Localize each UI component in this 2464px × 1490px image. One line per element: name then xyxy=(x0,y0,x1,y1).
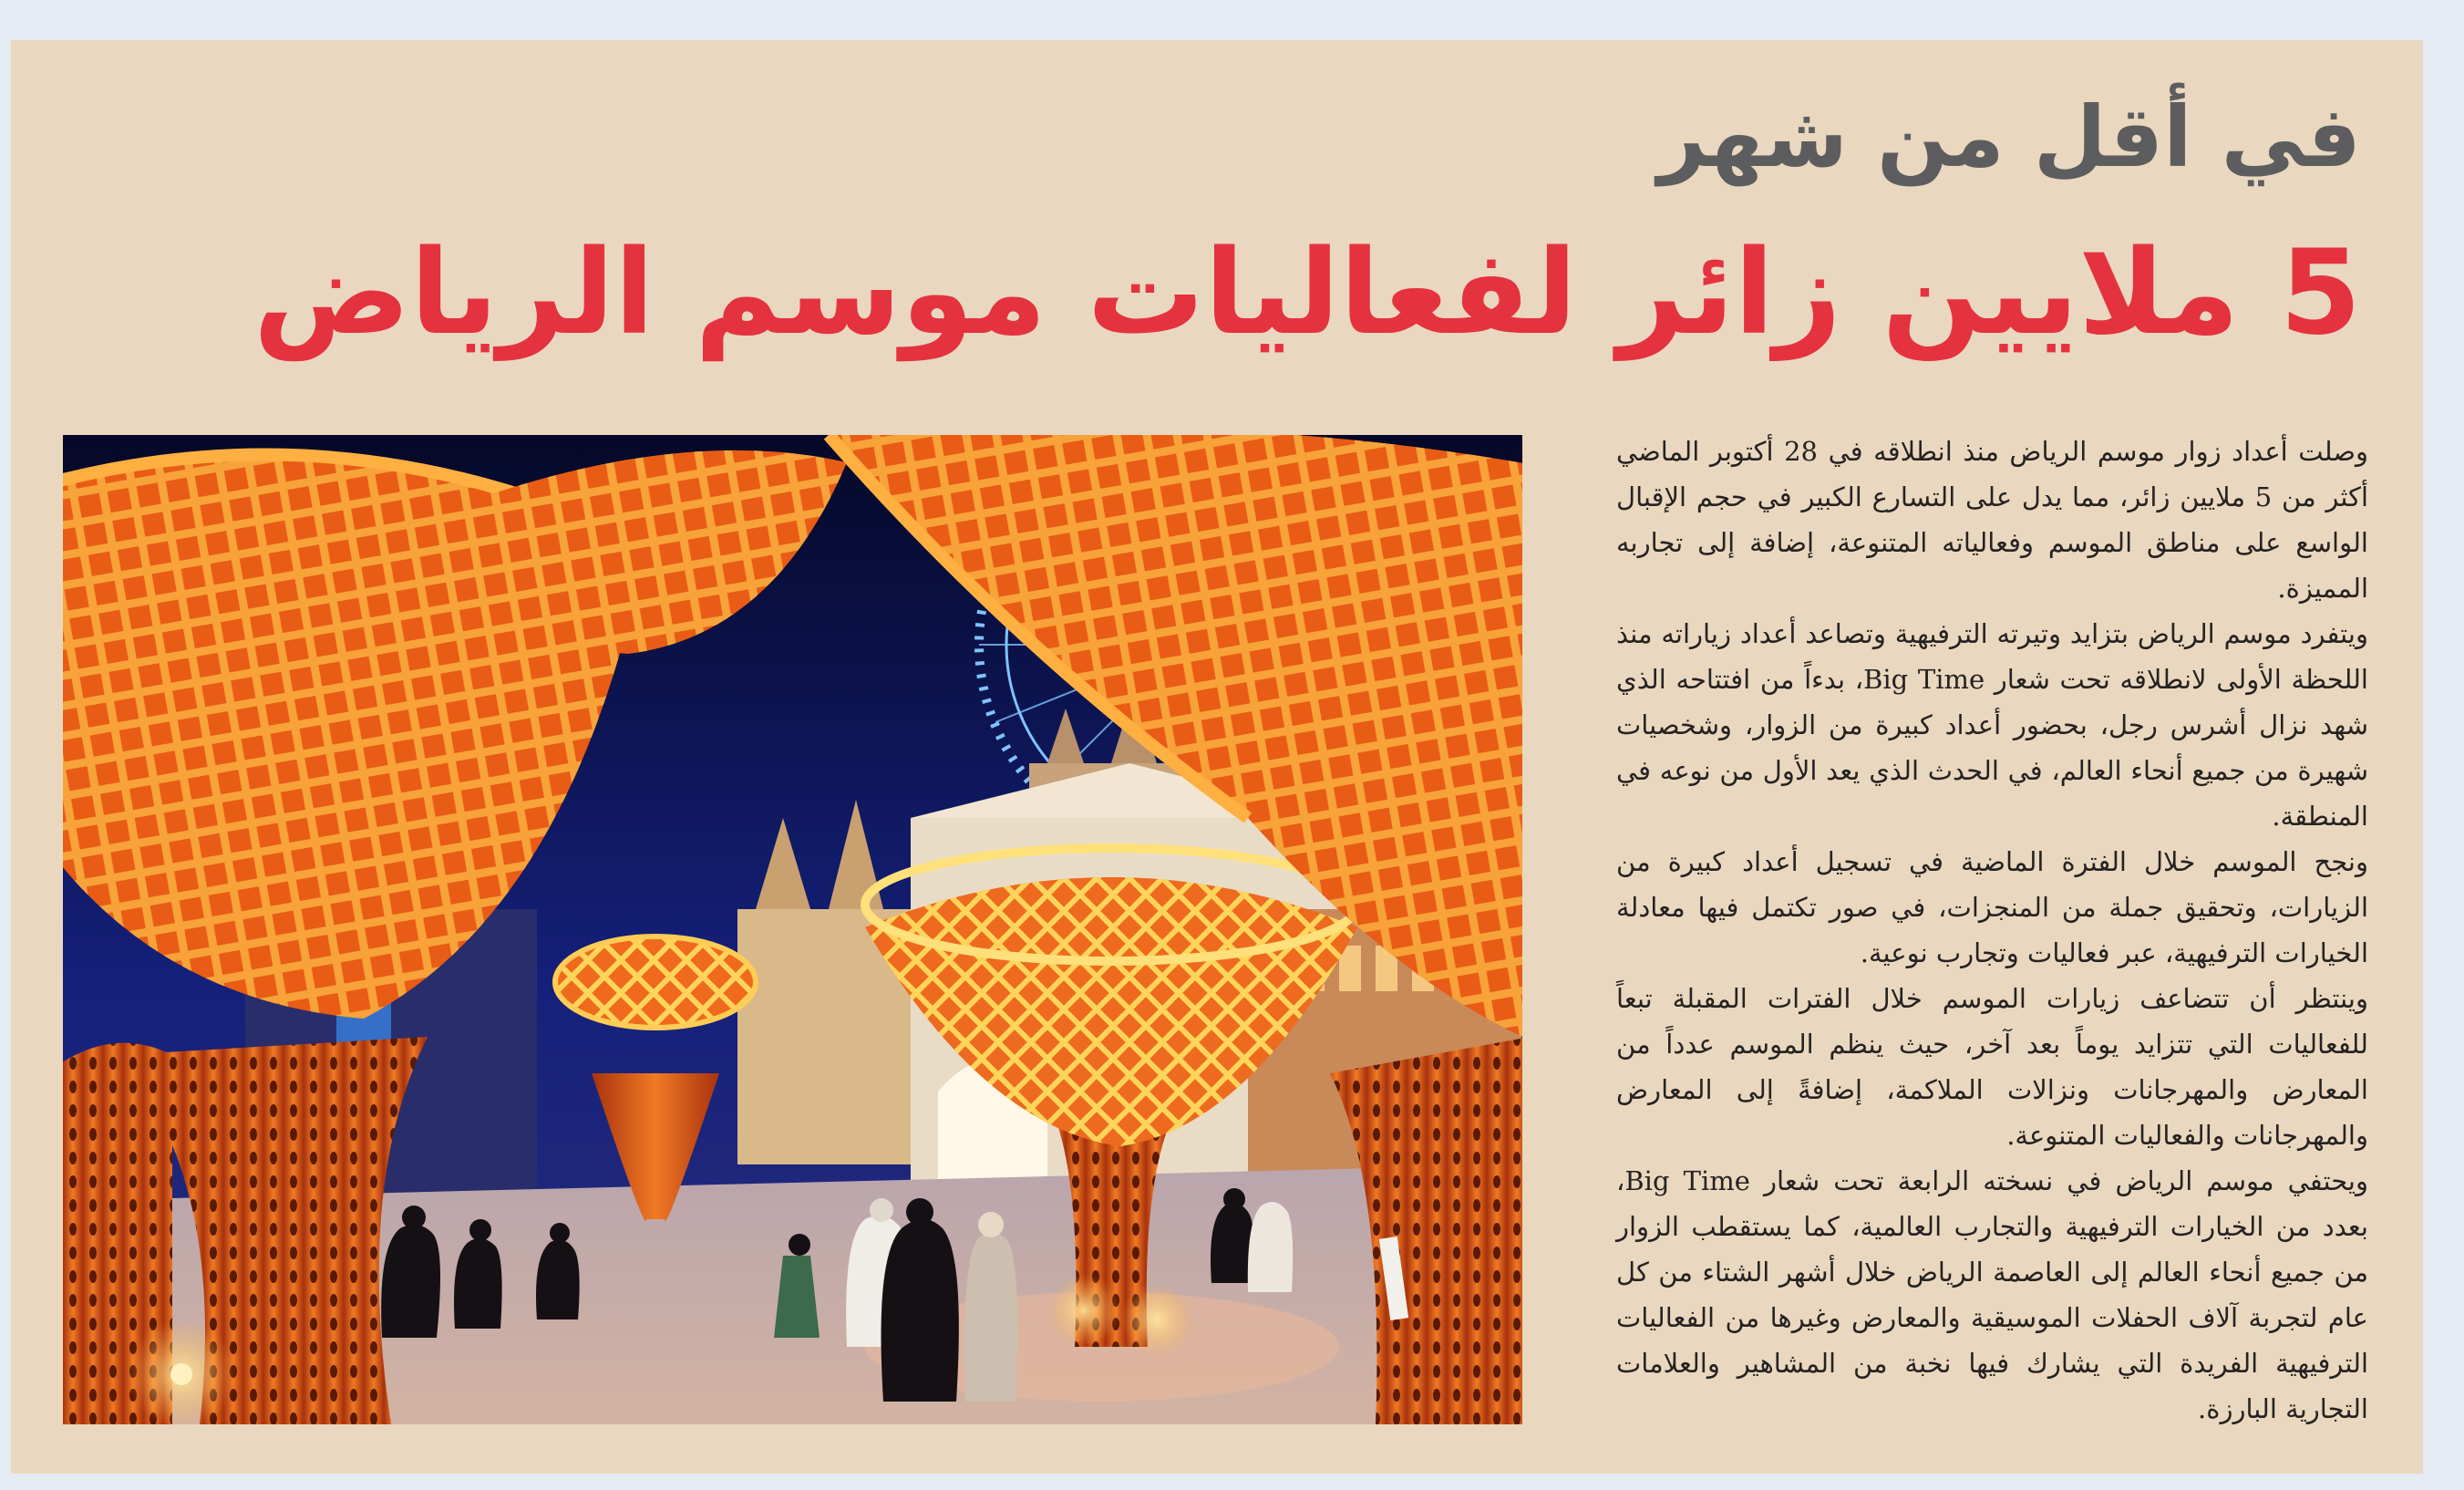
newspaper-page xyxy=(11,40,2423,1474)
article-paragraph: ويحتفي موسم الرياض في نسخته الرابعة تحت شعار Big Time، بعدد من الخيارات الترفيهية والتجارب العالمية، كما يستقطب الزوار من جميع أنحاء العالم إلى العاصمة الرياض خلال أشهر الشتاء من كل عام لتجربة آلاف الحفلات الموسيقية والمعارض وغيرها من الفعاليات الترفيهية الفريدة التي يشارك فيها نخبة من المشاهير والعلامات التجارية البارزة. xyxy=(1616,1165,2368,1424)
festival-photo xyxy=(63,435,1522,1424)
article-paragraph: وصلت أعداد زوار موسم الرياض منذ انطلاقه في 28 أكتوبر الماضي أكثر من 5 ملايين زائر، مما يدل على التسارع الكبير في حجم الإقبال الواسع على مناطق الموسم وفعالياته المتنوعة، إضافة إلى تجاربه المميزة. xyxy=(1616,436,2368,604)
article-paragraph: ويتفرد موسم الرياض بتزايد وتيرته الترفيهية وتصاعد أعداد زياراته منذ اللحظة الأولى لانطلاقه تحت شعار Big Time، بدءاً من افتتاحه الذي شهد نزال أشرس رجل، بحضور أعداد كبيرة من الزوار، وشخصيات شهيرة من جميع أنحاء العالم، في الحدث الذي يعد الأول من نوعه في المنطقة. xyxy=(1616,618,2368,832)
article-kicker: في أقل من شهر xyxy=(1657,88,2361,186)
article-body xyxy=(1616,429,2368,1432)
article-headline: 5 ملايين زائر لفعاليات موسم الرياض xyxy=(253,225,2361,361)
article-paragraph: ونجح الموسم خلال الفترة الماضية في تسجيل أعداد كبيرة من الزيارات، وتحقيق جملة من المنجزات، في صور تكتمل فيها معادلة الخيارات الترفيهية، عبر فعاليات وتجارب نوعية. xyxy=(1616,846,2368,968)
article-paragraph: وينتظر أن تتضاعف زيارات الموسم خلال الفترات المقبلة تبعاً للفعاليات التي تتزايد يوماً بعد آخر، حيث ينظم الموسم عدداً من المعارض والمهرجانات ونزالات الملاكمة، إضافةً إلى المعارض والمهرجانات والفعاليات المتنوعة. xyxy=(1616,983,2368,1151)
